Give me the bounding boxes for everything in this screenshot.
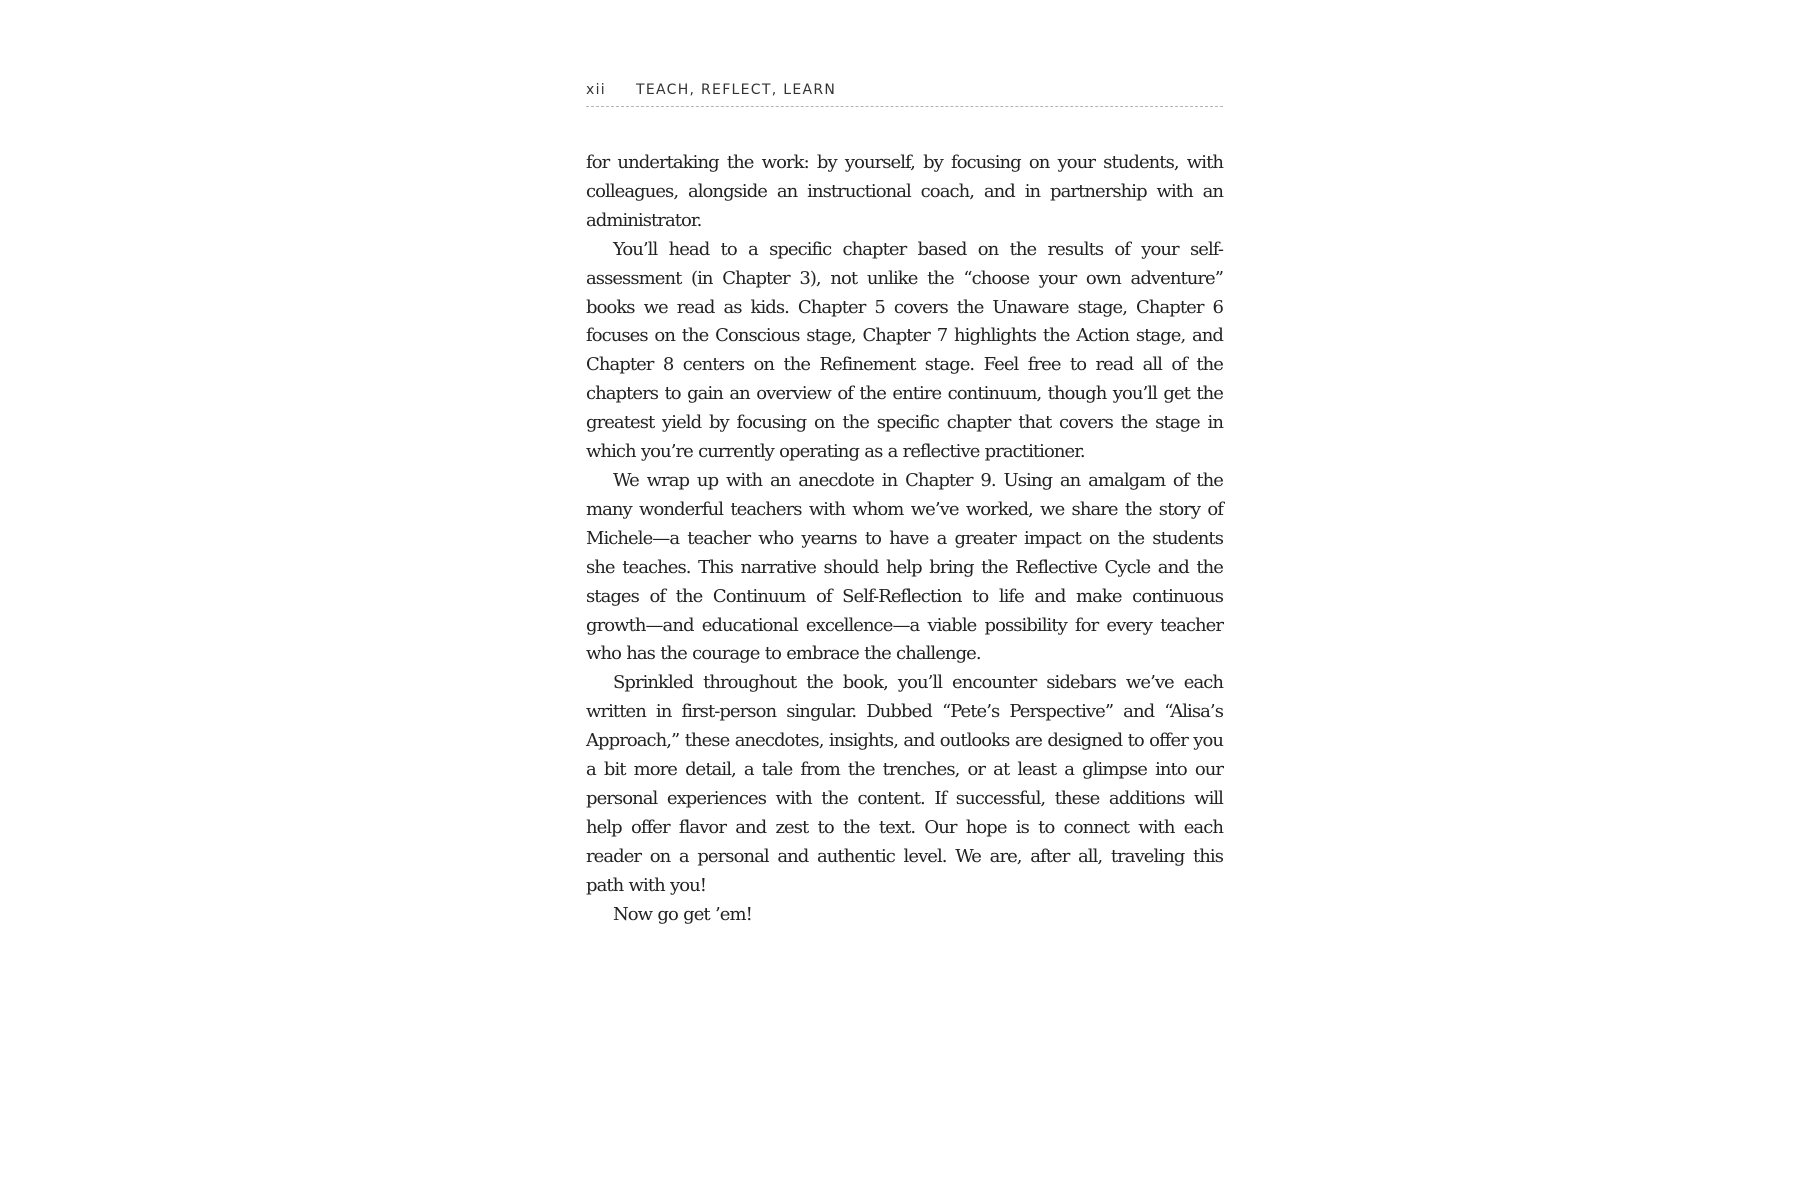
body-text <box>586 149 1223 929</box>
book-page <box>586 82 1223 929</box>
paragraph-4: Sprinkled throughout the book, you’ll encounter sidebars we’ve each written in first-person singular. Dubbed “Pete’s Perspective” and “Alisa’s Approach,” these anecdotes, insights, and outlooks are designed to offer you a bit more detail, a tale from the trenches, or at least a glimpse into our personal experiences with the content. If successful, these additions will help offer flavor and zest to the text. Our hope is to connect with each reader on a personal and authentic level. We are, after all, traveling this path with you! <box>586 672 1223 896</box>
paragraph-2: You’ll head to a specific chapter based on the results of your self-assessment (in Chapter 3), not unlike the “choose your own adventure” books we read as kids. Chapter 5 covers the Unaware stage, Chapter 6 focuses on the Conscious stage, Chapter 7 highlights the Action stage, and Chapter 8 centers on the Refinement stage. Feel free to read all of the chapters to gain an overview of the entire continuum, though you’ll get the greatest yield by focusing on the specific chapter that covers the stage in which you’re currently operating as a reflective practitioner. <box>586 238 1223 463</box>
running-header <box>586 82 1223 106</box>
page-number: xii <box>586 82 606 98</box>
running-title: TEACH, REFLECT, LEARN <box>636 82 837 98</box>
paragraph-1: for undertaking the work: by yourself, by focusing on your students, with colleagues, alongside an instructional coach, and in partnership with an administrator. <box>586 152 1223 231</box>
paragraph-5: Now go get ’em! <box>613 903 752 925</box>
paragraph-3: We wrap up with an anecdote in Chapter 9. Using an amalgam of the many wonderful teachers with whom we’ve worked, we share the story of Michele—a teacher who yearns to have a greater impact on the students she teaches. This narrative should help bring the Reflective Cycle and the stages of the Continuum of Self-Reflection to life and make continuous growth—and educational excellence—a viable possibility for every teacher who has the courage to embrace the challenge. <box>586 469 1223 665</box>
header-rule <box>586 106 1223 107</box>
